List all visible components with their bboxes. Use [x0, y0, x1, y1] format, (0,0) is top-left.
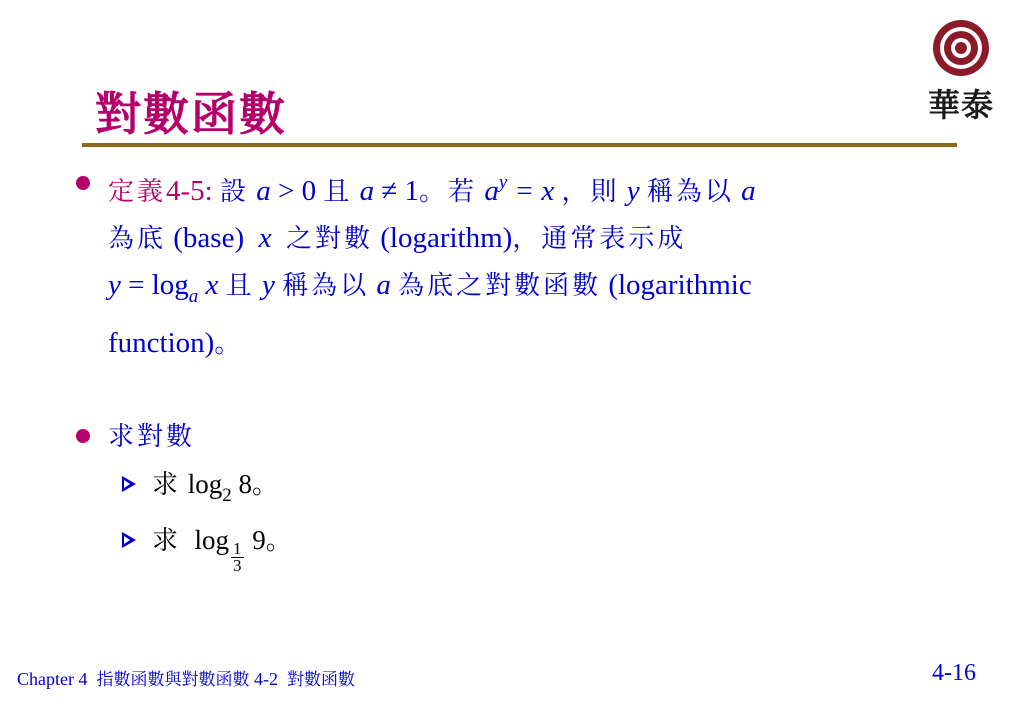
definition-label: 定義: [108, 177, 167, 207]
fraction: $\frac{1}{3}$: [233, 539, 242, 575]
arrow-bullet-icon: [122, 476, 136, 492]
arrow-bullet-icon: [122, 532, 136, 548]
page-title: 對數函數: [95, 87, 287, 141]
find-log-bullet: [70, 413, 950, 460]
footer-chapter: Chapter 4 指數函數與對數函數 4-2 對數函數: [17, 669, 355, 690]
definition-bullet: 定義4-5: 設 a > 0 且 a ≠ 1。若 $a^y = x$ ，則 y 稱為以 a 為底 (base) x 之對數 (logarithm)，通常表示成 $y = \log_a x$ 且 y 稱為以 a 為底之對數函數 (logarithmic function)。: [70, 160, 950, 367]
exercise-list: [70, 462, 950, 574]
page-number: 4-16: [932, 660, 976, 686]
slide-body: [70, 160, 950, 574]
concentric-circles-icon: [931, 18, 991, 78]
definition-number: 4-5:: [166, 175, 213, 207]
log-expression: y = log: [108, 269, 189, 301]
list-item: 求 log $\frac{1}{3}$ 9。: [70, 518, 950, 574]
find-log-label: 求對數: [108, 422, 196, 452]
bullet-dot-icon: [76, 176, 90, 190]
title-divider: [82, 143, 957, 147]
list-item: 求 $\log_2 8$。: [70, 462, 950, 518]
bullet-dot-icon: [76, 429, 90, 443]
logo-text: 華泰: [927, 86, 994, 124]
brand-logo: [920, 18, 1002, 128]
